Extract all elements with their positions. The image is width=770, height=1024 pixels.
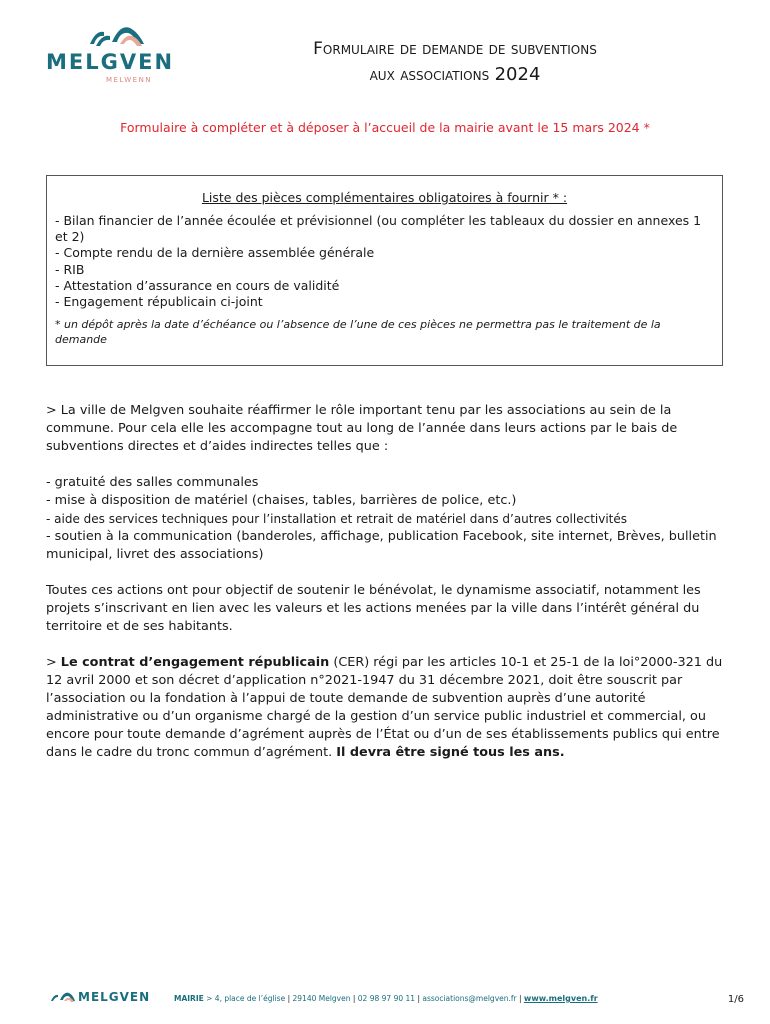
list-item: - Attestation d’assurance en cours de validité [55, 277, 340, 293]
page-number: 1/6 [727, 994, 744, 1005]
documents-list [55, 213, 714, 310]
document-title [220, 36, 690, 88]
title-line2-text: aux associations [369, 65, 490, 85]
waves-icon [50, 991, 76, 1003]
contract-paragraph [46, 654, 726, 762]
contract-bold: Le contrat d’engagement républicain [60, 655, 330, 670]
footer [50, 990, 750, 1010]
objective-paragraph: Toutes ces actions ont pour objectif de soutenir le bénévolat, le dynamisme associatif, notamment les projets s’inscrivant en lien avec les valeurs et les actions menées par la ville dans l’intérêt général du territoire et de ses habitants. [46, 583, 701, 634]
title-line1: Formulaire de demande de subventions [313, 39, 597, 59]
deadline-notice: Formulaire à compléter et à déposer à l’accueil de la mairie avant le 15 mars 2024 * [120, 120, 650, 135]
separator: | [352, 994, 356, 1003]
box-title: Liste des pièces complémentaires obligatoires à fournir * : [201, 190, 568, 205]
footer-logo [50, 990, 150, 1004]
waves-icon [86, 22, 150, 50]
contract-bold-end: Il devra être signé tous les ans. [336, 745, 565, 760]
separator: | [287, 994, 291, 1003]
aids-list [46, 474, 726, 564]
list-item: - aide des services techniques pour l’installation et retrait de matériel dans d’autres collectivités [46, 512, 628, 526]
contract-prefix: > [46, 655, 61, 670]
separator: | [417, 994, 420, 1003]
list-item: - gratuité des salles communales [46, 475, 259, 490]
logo-wordmark: MELGVEN [46, 50, 175, 74]
list-item: - mise à disposition de matériel (chaises, tables, barrières de police, etc.) [46, 493, 517, 508]
title-year: 2024 [494, 64, 541, 85]
footer-website-link[interactable]: www.melgven.fr [523, 994, 598, 1003]
melgven-logo [46, 22, 186, 92]
separator: | [519, 994, 522, 1003]
box-note: * un dépôt après la date d’échéance ou l’absence de l’une de ces pièces ne permettra pas le traitement de la demande [55, 318, 661, 347]
list-item: - Compte rendu de la dernière assemblée générale [55, 245, 375, 261]
list-item: - Bilan financier de l’année écoulée et prévisionnel (ou compléter les tableaux du dossier en annexes 1 et 2) [55, 213, 702, 245]
footer-mairie: MAIRIE [174, 994, 204, 1003]
footer-logo-text: MELGVEN [78, 990, 151, 1004]
intro-paragraph: > La ville de Melgven souhaite réaffirmer le rôle important tenu par les associations au sein de la commune. Pour cela elle les accompagne tout au long de l’année dans leurs actions par le bais de subventions directes et d’aides indirectes telles que : [46, 403, 678, 454]
list-item: - Engagement républicain ci-joint [55, 294, 263, 310]
footer-email[interactable]: associations@melgven.fr [419, 994, 519, 1003]
body-text [46, 402, 726, 780]
footer-address: > 4, place de l’église [203, 994, 288, 1003]
required-documents-box [46, 175, 723, 366]
footer-contact [174, 994, 598, 1003]
logo-subtitle: MELWENN [106, 76, 153, 84]
footer-phone: 02 98 97 90 11 [355, 994, 418, 1003]
footer-city: 29140 Melgven [290, 994, 353, 1003]
list-item: - soutien à la communication (banderoles, affichage, publication Facebook, site internet, Brèves, bulletin municipal, livret des associations) [46, 529, 717, 562]
contract-text: (CER) régi par les articles 10-1 et 25-1 de la loi°2000-321 du 12 avril 2000 et son décret d’application n°2021-1947 du 31 décembre 2021, doit être souscrit par l’association ou la fondation à l’appui de toute demande de subvention auprès d’une autorité administrative ou d’un organisme chargé de la gestion d’un service public industriel et commercial, ou encore pour toute demande d’agrément auprès de l’État ou d’un de ses établissements publics qui entre dans le cadre du tronc commun d’agrément. [46, 655, 723, 760]
title-line2 [220, 62, 690, 88]
list-item: - RIB [55, 261, 85, 277]
